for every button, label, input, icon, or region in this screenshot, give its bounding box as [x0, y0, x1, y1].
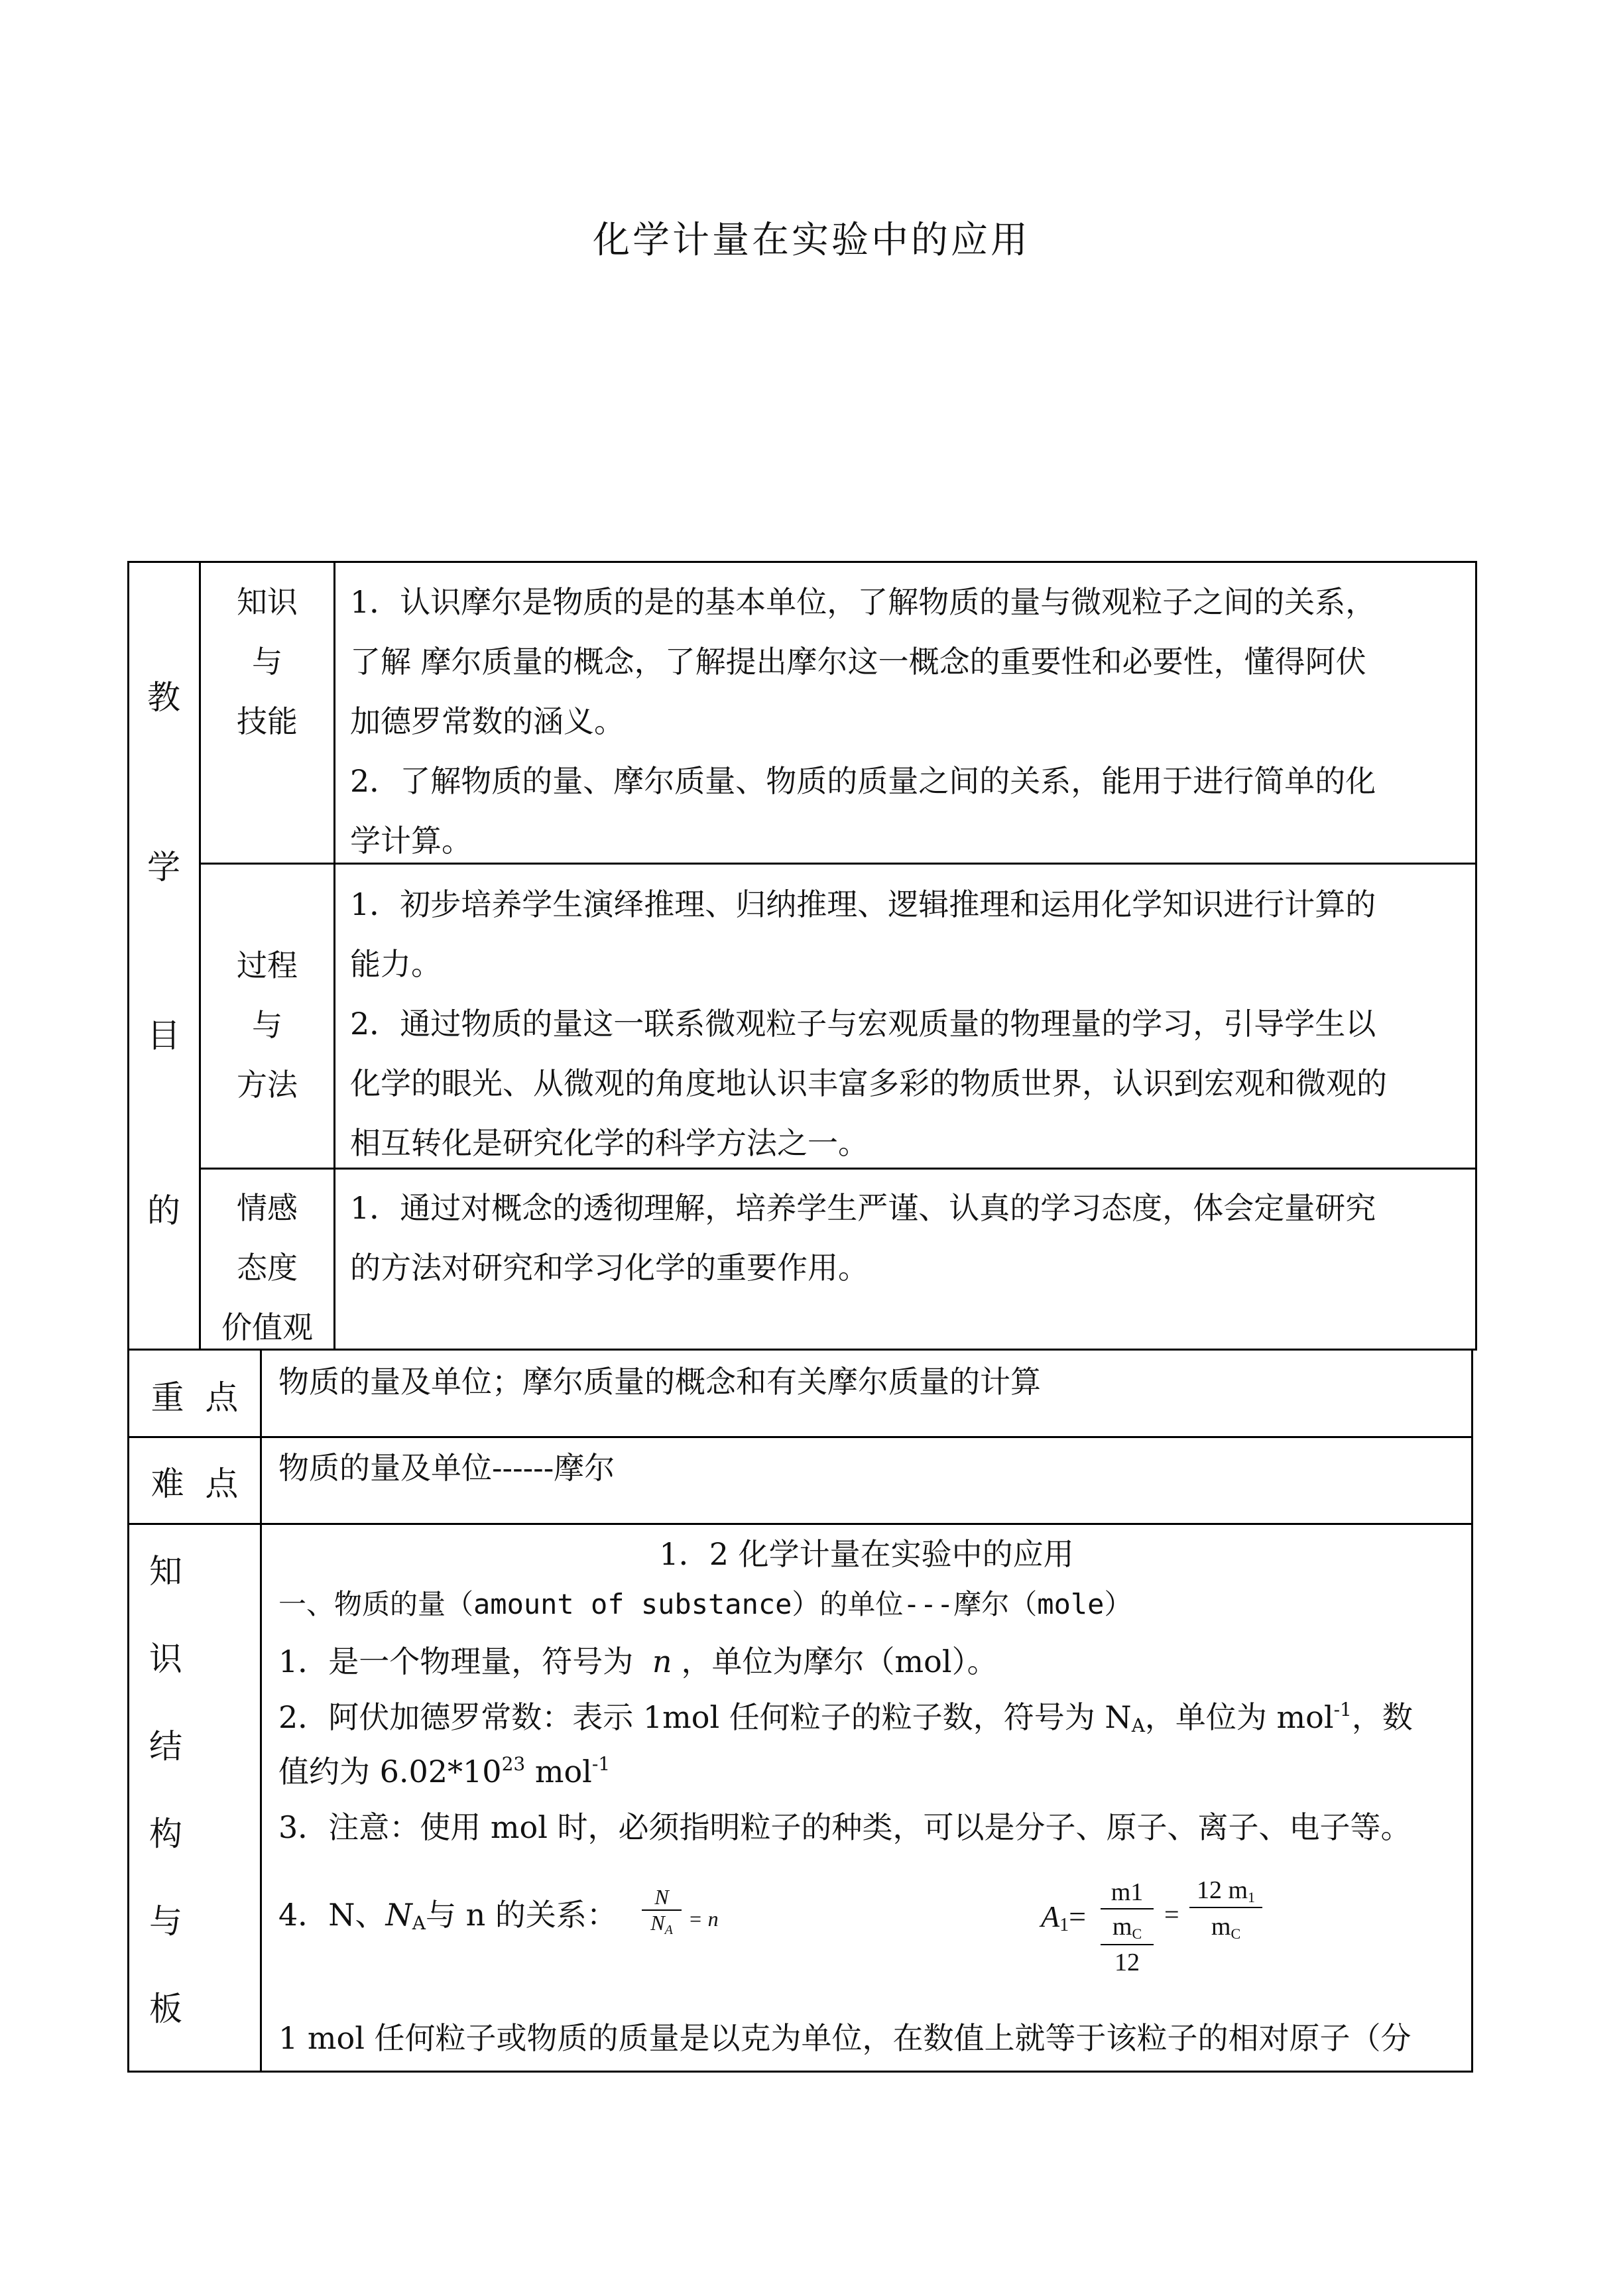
process-method-label-3: 方法 [237, 1067, 298, 1103]
formula-fraction-m1: m1 $m_C$ 12 [1101, 1876, 1154, 1980]
difficult-points-label: 难 点 [150, 1465, 239, 1503]
item-two: 2．阿伏加德罗常数：表示 1mol 任何粒子的粒子数，符号为 $N_A$，单位为 mol$^{-1}$，数 [278, 1699, 1413, 1736]
formula-n-result: = n [688, 1907, 719, 1931]
objective-text: 1．认识摩尔是物质的是的基本单位，了解物质的量与微观粒子之间的关系， [350, 584, 1376, 620]
key-points-label: 重 点 [150, 1378, 239, 1417]
attitude-values-label-2: 态度 [237, 1250, 298, 1286]
formula-relative-mass: $A_1=$ [1041, 1900, 1087, 1935]
item-one: 1．是一个物理量，符号为 n ，单位为摩尔（mol）。 [278, 1644, 998, 1679]
attitude-values-label-3: 价值观 [221, 1309, 313, 1345]
objectives-label-2: 学 [147, 848, 180, 886]
knowledge-label-5: 与 [149, 1902, 182, 1941]
formula-fraction-12m1: 12 $m_1$ $m_C$ [1189, 1874, 1262, 1945]
objective-text: 1．通过对概念的透彻理解，培养学生严谨、认真的学习态度，体会定量研究 [350, 1190, 1376, 1226]
process-method-label-1: 过程 [237, 947, 298, 983]
objectives-label-4: 的 [147, 1191, 180, 1230]
objective-text: 学计算。 [350, 823, 472, 859]
objective-text: 2．了解物质的量、摩尔质量、物质的质量之间的关系，能用于进行简单的化 [350, 763, 1376, 799]
process-method-label-2: 与 [252, 1007, 282, 1043]
knowledge-label-6: 板 [149, 1990, 182, 2028]
item-four: 4．N、$N_A$与 n 的关系： [278, 1897, 617, 1934]
objective-text: 加德罗常数的涵义。 [350, 703, 625, 739]
section-one-text: 一、物质的量（amount of substance）的单位---摩尔（mole） [278, 1588, 1132, 1620]
knowledge-skills-label-2: 与 [252, 644, 282, 680]
objective-text: 化学的眼光、从微观的角度地认识丰富多彩的物质世界，认识到宏观和微观的 [350, 1065, 1387, 1101]
closing-text: 1 mol 任何粒子或物质的质量是以克为单位，在数值上就等于该粒子的相对原子（分 [278, 2020, 1412, 2056]
objective-text: 2．通过物质的量这一联系微观粒子与宏观质量的物理量的学习，引导学生以 [350, 1006, 1376, 1042]
knowledge-label-2: 识 [149, 1640, 182, 1678]
knowledge-heading: 1．2 化学计量在实验中的应用 [659, 1536, 1074, 1572]
item-two-continued: 值约为 $6.02*10^{23}$ mol$^{-1}$ [278, 1753, 611, 1789]
difficult-points-text: 物质的量及单位------摩尔 [278, 1450, 615, 1486]
formula-equals: = [1164, 1900, 1179, 1929]
key-points-text: 物质的量及单位；摩尔质量的概念和有关摩尔质量的计算 [278, 1364, 1041, 1400]
objective-text: 相互转化是研究化学的科学方法之一。 [350, 1125, 869, 1161]
objective-text: 的方法对研究和学习化学的重要作用。 [350, 1250, 869, 1286]
section-one-heading [278, 1578, 1132, 1631]
objective-text: 1．初步培养学生演绎推理、归纳推理、逻辑推理和运用化学知识进行计算的 [350, 886, 1376, 922]
knowledge-skills-label-1: 知识 [237, 584, 298, 620]
page-title: 化学计量在实验中的应用 [593, 219, 1030, 262]
knowledge-label-4: 构 [149, 1815, 182, 1853]
knowledge-skills-label-3: 技能 [237, 703, 298, 739]
objectives-label-3: 目 [147, 1016, 180, 1055]
attitude-values-label-1: 情感 [237, 1190, 298, 1226]
knowledge-label-3: 结 [149, 1727, 182, 1766]
formula-n-over-na: N $N_A$ [642, 1885, 682, 1935]
knowledge-label-1: 知 [149, 1552, 182, 1591]
objective-text: 了解 摩尔质量的概念，了解提出摩尔这一概念的重要性和必要性，懂得阿伏 [350, 644, 1366, 680]
objective-text: 能力。 [350, 946, 442, 982]
item-three: 3．注意：使用 mol 时，必须指明粒子的种类，可以是分子、原子、离子、电子等。 [278, 1809, 1412, 1845]
objectives-label-1: 教 [147, 678, 180, 717]
